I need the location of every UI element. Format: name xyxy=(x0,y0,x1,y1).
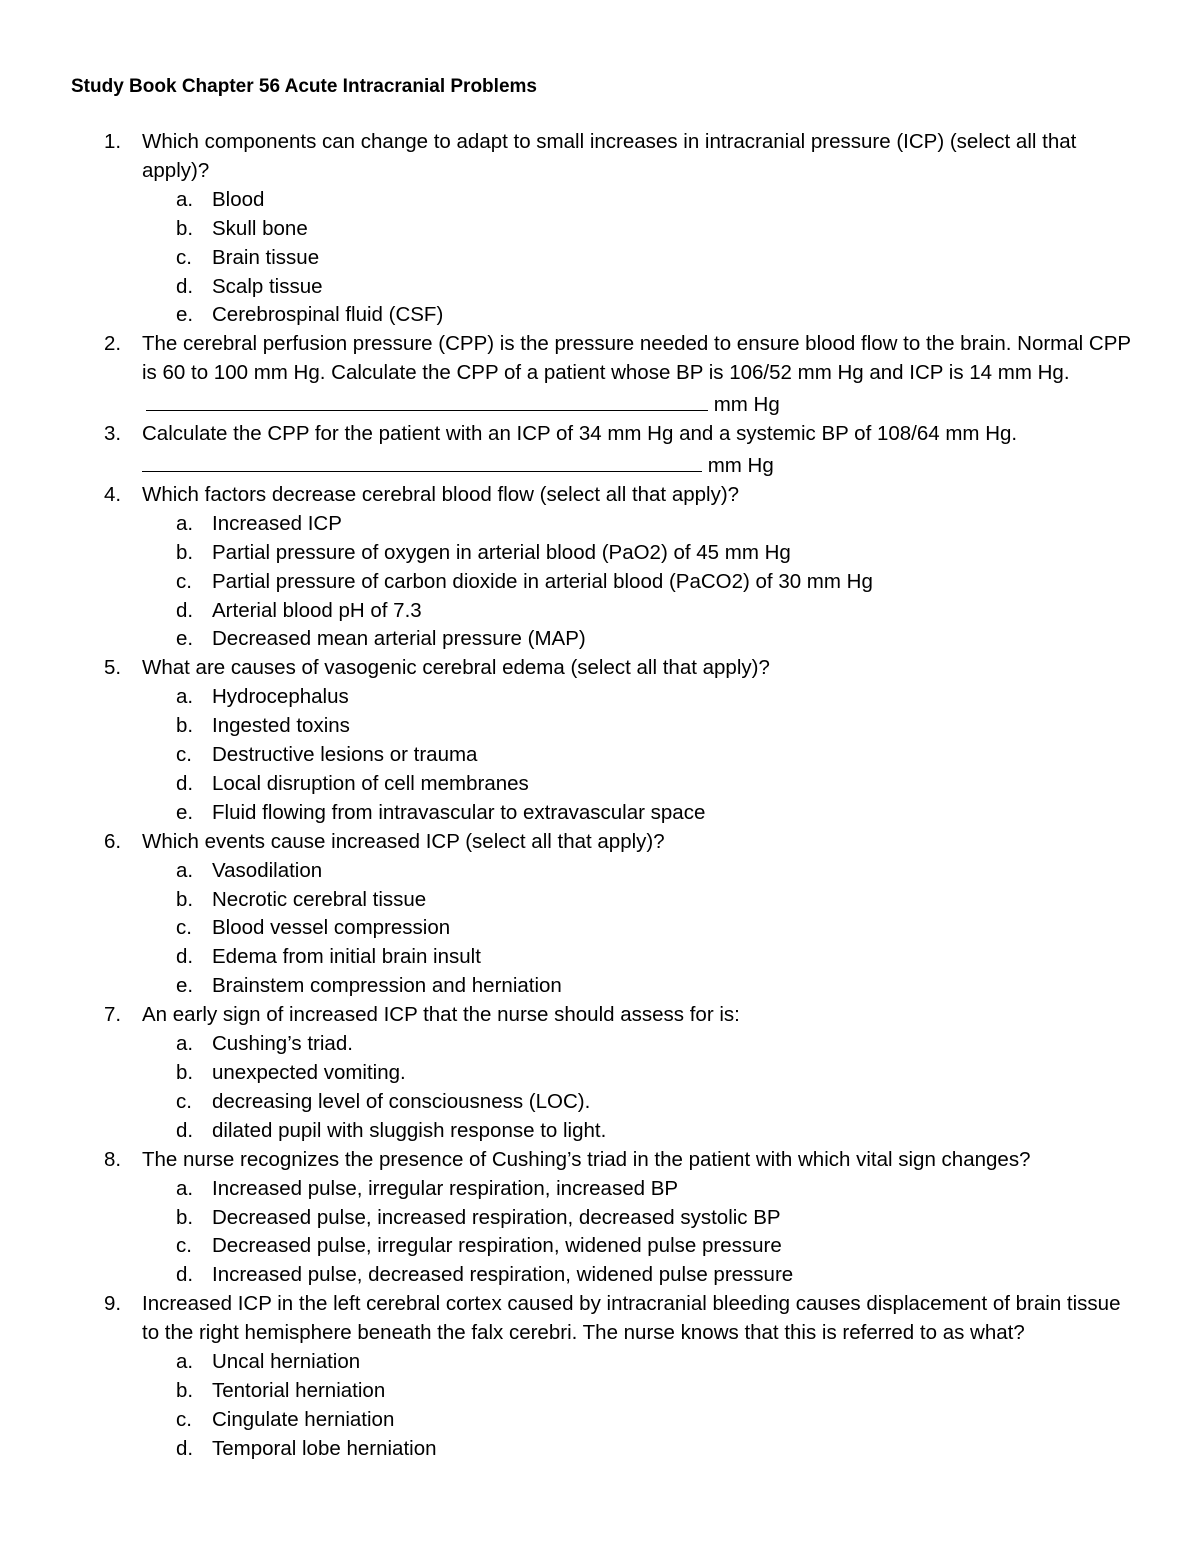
option-text: Partial pressure of carbon dioxide in arterial blood (PaCO2) of 30 mm Hg xyxy=(212,569,873,593)
question-text: Which components can change to adapt to small increases in intracranial pressure (ICP) (select all that apply)? xyxy=(142,130,1077,182)
option-letter: d. xyxy=(176,1436,194,1460)
question-2 xyxy=(0,330,1200,420)
option-item xyxy=(142,273,1140,302)
option-letter: b. xyxy=(176,714,194,738)
option-letter: c. xyxy=(176,569,192,593)
option-text: dilated pupil with sluggish response to light. xyxy=(212,1118,607,1142)
option-text: Arterial blood pH of 7.3 xyxy=(212,598,422,622)
option-item xyxy=(142,972,1140,1001)
answer-unit: mm Hg xyxy=(707,453,774,477)
option-text: Vasodilation xyxy=(212,858,323,882)
option-item xyxy=(142,568,1140,597)
option-list xyxy=(142,1348,1140,1464)
option-letter: b. xyxy=(176,1378,194,1402)
option-item xyxy=(142,1348,1140,1377)
option-letter: b. xyxy=(176,216,194,240)
option-list xyxy=(142,510,1140,655)
option-letter: c. xyxy=(176,743,192,767)
option-text: Increased pulse, decreased respiration, widened pulse pressure xyxy=(212,1263,794,1287)
option-text: Partial pressure of oxygen in arterial blood (PaO2) of 45 mm Hg xyxy=(212,540,791,564)
option-letter: e. xyxy=(176,303,194,327)
option-letter: c. xyxy=(176,1407,192,1431)
option-text: Ingested toxins xyxy=(212,714,350,738)
question-9 xyxy=(0,1290,1200,1463)
option-item xyxy=(142,1406,1140,1435)
question-text-body: The cerebral perfusion pressure (CPP) is the pressure needed to ensure blood flow to the brain. Normal CPP is 60 to 100 mm Hg. Calculate the CPP of a patient whose BP is 106/52 mm Hg and ICP is 14 mm Hg. xyxy=(142,332,1131,385)
option-list xyxy=(142,1175,1140,1291)
option-item xyxy=(142,799,1140,828)
option-letter: a. xyxy=(176,187,194,211)
question-3 xyxy=(0,420,1200,481)
option-text: unexpected vomiting. xyxy=(212,1061,406,1084)
option-letter: b. xyxy=(176,887,194,911)
option-item xyxy=(142,510,1140,539)
option-text: Uncal herniation xyxy=(212,1350,361,1374)
option-item xyxy=(142,857,1140,886)
option-text: Blood xyxy=(212,187,265,211)
document-title: Study Book Chapter 56 Acute Intracranial Problems xyxy=(71,76,537,97)
option-item xyxy=(142,186,1140,215)
option-item xyxy=(142,1117,1140,1146)
option-text: Cingulate herniation xyxy=(212,1407,395,1431)
option-text: Edema from initial brain insult xyxy=(212,945,481,969)
option-item xyxy=(142,301,1140,330)
option-text: Brainstem compression and herniation xyxy=(212,974,562,998)
option-item xyxy=(142,215,1140,244)
option-letter: e. xyxy=(176,974,194,998)
option-list xyxy=(142,1030,1140,1146)
option-text: Tentorial herniation xyxy=(212,1378,386,1402)
option-letter: c. xyxy=(176,1234,192,1258)
option-letter: d. xyxy=(176,274,194,298)
question-1 xyxy=(0,128,1200,330)
question-number: 6. xyxy=(104,829,122,853)
question-5 xyxy=(0,654,1200,827)
option-item xyxy=(142,1204,1140,1233)
answer-blank[interactable] xyxy=(142,449,702,472)
option-letter: d. xyxy=(176,598,194,622)
option-text: Increased ICP xyxy=(212,511,342,535)
option-text: Local disruption of cell membranes xyxy=(212,771,529,795)
option-text: Cushing’s triad. xyxy=(212,1032,353,1056)
option-letter: d. xyxy=(176,945,194,969)
option-item xyxy=(142,1435,1140,1464)
question-number: 2. xyxy=(104,332,122,356)
option-text: Necrotic cerebral tissue xyxy=(212,887,427,911)
question-number: 3. xyxy=(104,422,122,446)
option-text: decreasing level of consciousness (LOC). xyxy=(212,1089,591,1113)
answer-line xyxy=(142,449,1140,481)
option-item xyxy=(142,244,1140,273)
option-item xyxy=(142,886,1140,915)
option-letter: d. xyxy=(176,1118,194,1142)
option-item xyxy=(142,712,1140,741)
option-item xyxy=(142,914,1140,943)
option-item xyxy=(142,625,1140,654)
answer-blank[interactable] xyxy=(146,388,708,411)
question-text: An early sign of increased ICP that the nurse should assess for is: xyxy=(142,1003,740,1027)
question-list xyxy=(0,128,1200,1464)
answer-unit: mm Hg xyxy=(713,393,780,417)
option-letter: d. xyxy=(176,1263,194,1287)
option-letter: e. xyxy=(176,800,194,824)
option-item xyxy=(142,1377,1140,1406)
question-number: 9. xyxy=(104,1292,122,1316)
option-text: Destructive lesions or trauma xyxy=(212,743,478,767)
option-letter: e. xyxy=(176,627,194,651)
option-letter: a. xyxy=(176,858,194,882)
option-text: Decreased pulse, increased respiration, decreased systolic BP xyxy=(212,1205,781,1229)
option-item xyxy=(142,1232,1140,1261)
question-text: What are causes of vasogenic cerebral edema (select all that apply)? xyxy=(142,656,770,680)
option-text: Brain tissue xyxy=(212,245,320,269)
option-letter: b. xyxy=(176,540,194,564)
option-letter: c. xyxy=(176,1089,192,1113)
option-text: Scalp tissue xyxy=(212,274,323,298)
question-number: 1. xyxy=(104,130,122,153)
option-letter: c. xyxy=(176,245,192,269)
question-number: 7. xyxy=(104,1003,122,1027)
question-number: 5. xyxy=(104,656,122,680)
option-letter: b. xyxy=(176,1061,194,1084)
option-text: Skull bone xyxy=(212,216,308,240)
option-letter: a. xyxy=(176,1032,194,1056)
option-item xyxy=(142,1088,1140,1117)
question-4 xyxy=(0,481,1200,654)
option-text: Blood vessel compression xyxy=(212,916,451,940)
option-letter: c. xyxy=(176,916,192,940)
question-text: Which events cause increased ICP (select all that apply)? xyxy=(142,829,665,853)
option-list xyxy=(142,186,1140,331)
option-item xyxy=(142,539,1140,568)
option-item xyxy=(142,741,1140,770)
option-item xyxy=(142,597,1140,626)
option-letter: a. xyxy=(176,1350,194,1374)
question-number: 8. xyxy=(104,1147,122,1171)
option-text: Temporal lobe herniation xyxy=(212,1436,437,1460)
option-item xyxy=(142,770,1140,799)
option-item xyxy=(142,1261,1140,1290)
question-8 xyxy=(0,1146,1200,1291)
option-text: Cerebrospinal fluid (CSF) xyxy=(212,303,444,327)
option-list xyxy=(142,683,1140,828)
question-7 xyxy=(0,1001,1200,1146)
question-text: Increased ICP in the left cerebral cortex caused by intracranial bleeding causes displacement of brain tissue to the right hemisphere beneath the falx cerebri. The nurse knows that this is referred to as what? xyxy=(142,1292,1121,1345)
question-text: Which factors decrease cerebral blood flow (select all that apply)? xyxy=(142,482,740,506)
option-item xyxy=(142,1175,1140,1204)
option-letter: d. xyxy=(176,771,194,795)
question-6 xyxy=(0,828,1200,1001)
option-letter: b. xyxy=(176,1205,194,1229)
question-text xyxy=(142,330,1140,420)
question-text: The nurse recognizes the presence of Cushing’s triad in the patient with which vital sign changes? xyxy=(142,1147,1031,1171)
option-text: Decreased mean arterial pressure (MAP) xyxy=(212,627,586,651)
option-text: Decreased pulse, irregular respiration, widened pulse pressure xyxy=(212,1234,782,1258)
option-item xyxy=(142,1059,1140,1088)
option-text: Increased pulse, irregular respiration, increased BP xyxy=(212,1176,679,1200)
question-number: 4. xyxy=(104,482,122,506)
option-list xyxy=(142,857,1140,1002)
option-letter: a. xyxy=(176,511,194,535)
option-letter: a. xyxy=(176,685,194,709)
option-letter: a. xyxy=(176,1176,194,1200)
option-text: Hydrocephalus xyxy=(212,685,349,709)
option-item xyxy=(142,1030,1140,1059)
option-text: Fluid flowing from intravascular to extravascular space xyxy=(212,800,706,824)
option-item xyxy=(142,683,1140,712)
question-text: Calculate the CPP for the patient with an ICP of 34 mm Hg and a systemic BP of 108/64 mm Hg. xyxy=(142,422,1018,446)
option-item xyxy=(142,943,1140,972)
